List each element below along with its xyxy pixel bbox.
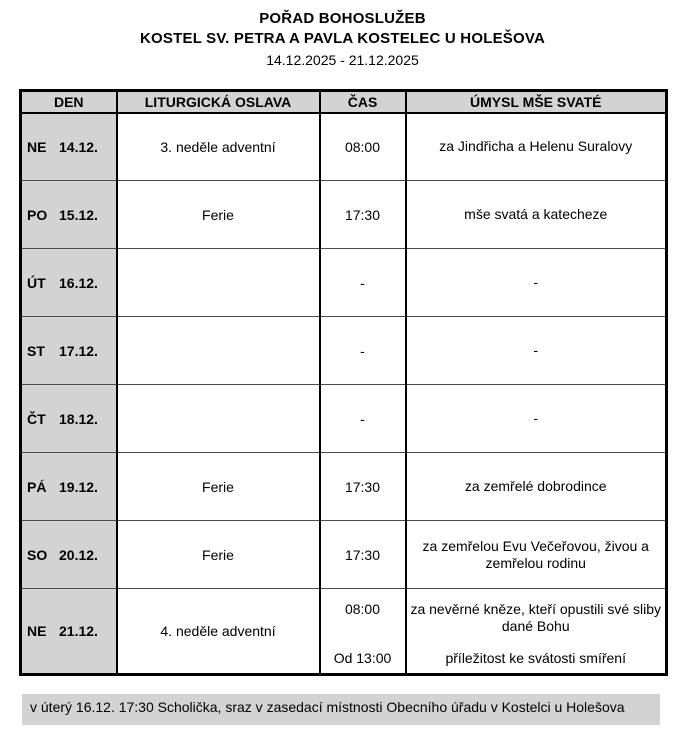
intention-primary: za nevěrné kněze, kteří opustili své sliby dané Bohu: [410, 601, 662, 634]
time-cell: 17:30: [320, 453, 406, 521]
table-row: [21, 589, 667, 675]
celebration-cell: Ferie: [117, 521, 320, 589]
day-date: 19.12.: [59, 478, 98, 495]
day-abbr: NE: [27, 138, 47, 155]
intention-secondary: příležitost ke svátosti smíření: [445, 650, 626, 666]
time-secondary: Od 13:00: [333, 650, 392, 666]
day-cell: [21, 521, 117, 589]
celebration-cell: 4. neděle adventní: [117, 589, 320, 675]
day-date: 15.12.: [59, 206, 98, 223]
day-date: 14.12.: [59, 138, 98, 155]
table-row: [21, 113, 667, 181]
day-cell: [21, 453, 117, 521]
table-header: [21, 91, 667, 113]
header-cell-den: DEN: [21, 91, 117, 113]
celebration-cell: Ferie: [117, 181, 320, 249]
time-cell: [320, 589, 406, 675]
page-title: POŘAD BOHOSLUŽEB: [259, 10, 426, 27]
day-cell: [21, 181, 117, 249]
day-cell: [21, 317, 117, 385]
intention-cell: [406, 589, 667, 675]
table-row: [21, 385, 667, 453]
celebration-cell: Ferie: [117, 453, 320, 521]
day-abbr: PÁ: [27, 478, 47, 495]
time-primary: 08:00: [344, 601, 381, 617]
schedule-table: [19, 89, 668, 676]
day-date: 18.12.: [59, 410, 98, 427]
header-cell-liturgicka-oslava: LITURGICKÁ OSLAVA: [117, 91, 320, 113]
intention-cell: za zemřelou Evu Večeřovou, živou a zemřelou rodinu: [406, 521, 667, 589]
intention-cell: za Jindřicha a Helenu Suralovy: [406, 113, 667, 181]
time-cell: 08:00: [320, 113, 406, 181]
celebration-cell: [117, 317, 320, 385]
day-date: 16.12.: [59, 274, 98, 291]
time-cell: 17:30: [320, 181, 406, 249]
church-name: KOSTEL SV. PETRA A PAVLA KOSTELEC U HOLEŠOVA: [140, 30, 545, 47]
day-cell: [21, 249, 117, 317]
day-cell: [21, 113, 117, 181]
intention-cell: za zemřelé dobrodince: [406, 453, 667, 521]
date-range: 14.12.2025 - 21.12.2025: [266, 52, 419, 68]
day-cell: [21, 589, 117, 675]
table-row: [21, 181, 667, 249]
title-block: [0, 0, 685, 70]
table-row: [21, 453, 667, 521]
day-abbr: ÚT: [27, 274, 46, 291]
footer-note: v úterý 16.12. 17:30 Scholička, sraz v zasedací místnosti Obecního úřadu v Kostelci u Holešova: [22, 694, 660, 725]
table-row: [21, 317, 667, 385]
celebration-cell: [117, 249, 320, 317]
day-abbr: ČT: [27, 410, 46, 427]
time-cell: -: [320, 317, 406, 385]
header-row: [21, 91, 667, 113]
day-date: 17.12.: [59, 342, 98, 359]
celebration-cell: 3. neděle adventní: [117, 113, 320, 181]
time-cell: 17:30: [320, 521, 406, 589]
celebration-cell: [117, 385, 320, 453]
header-cell-cas: ČAS: [320, 91, 406, 113]
time-cell: -: [320, 249, 406, 317]
header-cell-umysl: ÚMYSL MŠE SVATÉ: [406, 91, 667, 113]
day-abbr: PO: [27, 206, 48, 223]
intention-cell: -: [406, 385, 667, 453]
day-cell: [21, 385, 117, 453]
table-row: [21, 249, 667, 317]
day-abbr: SO: [27, 546, 48, 563]
intention-cell: -: [406, 249, 667, 317]
day-abbr: ST: [27, 342, 45, 359]
table-row: [21, 521, 667, 589]
day-date: 21.12.: [59, 623, 98, 639]
day-date: 20.12.: [59, 546, 98, 563]
day-abbr: NE: [27, 623, 47, 639]
intention-cell: -: [406, 317, 667, 385]
time-cell: -: [320, 385, 406, 453]
intention-cell: mše svatá a katecheze: [406, 181, 667, 249]
